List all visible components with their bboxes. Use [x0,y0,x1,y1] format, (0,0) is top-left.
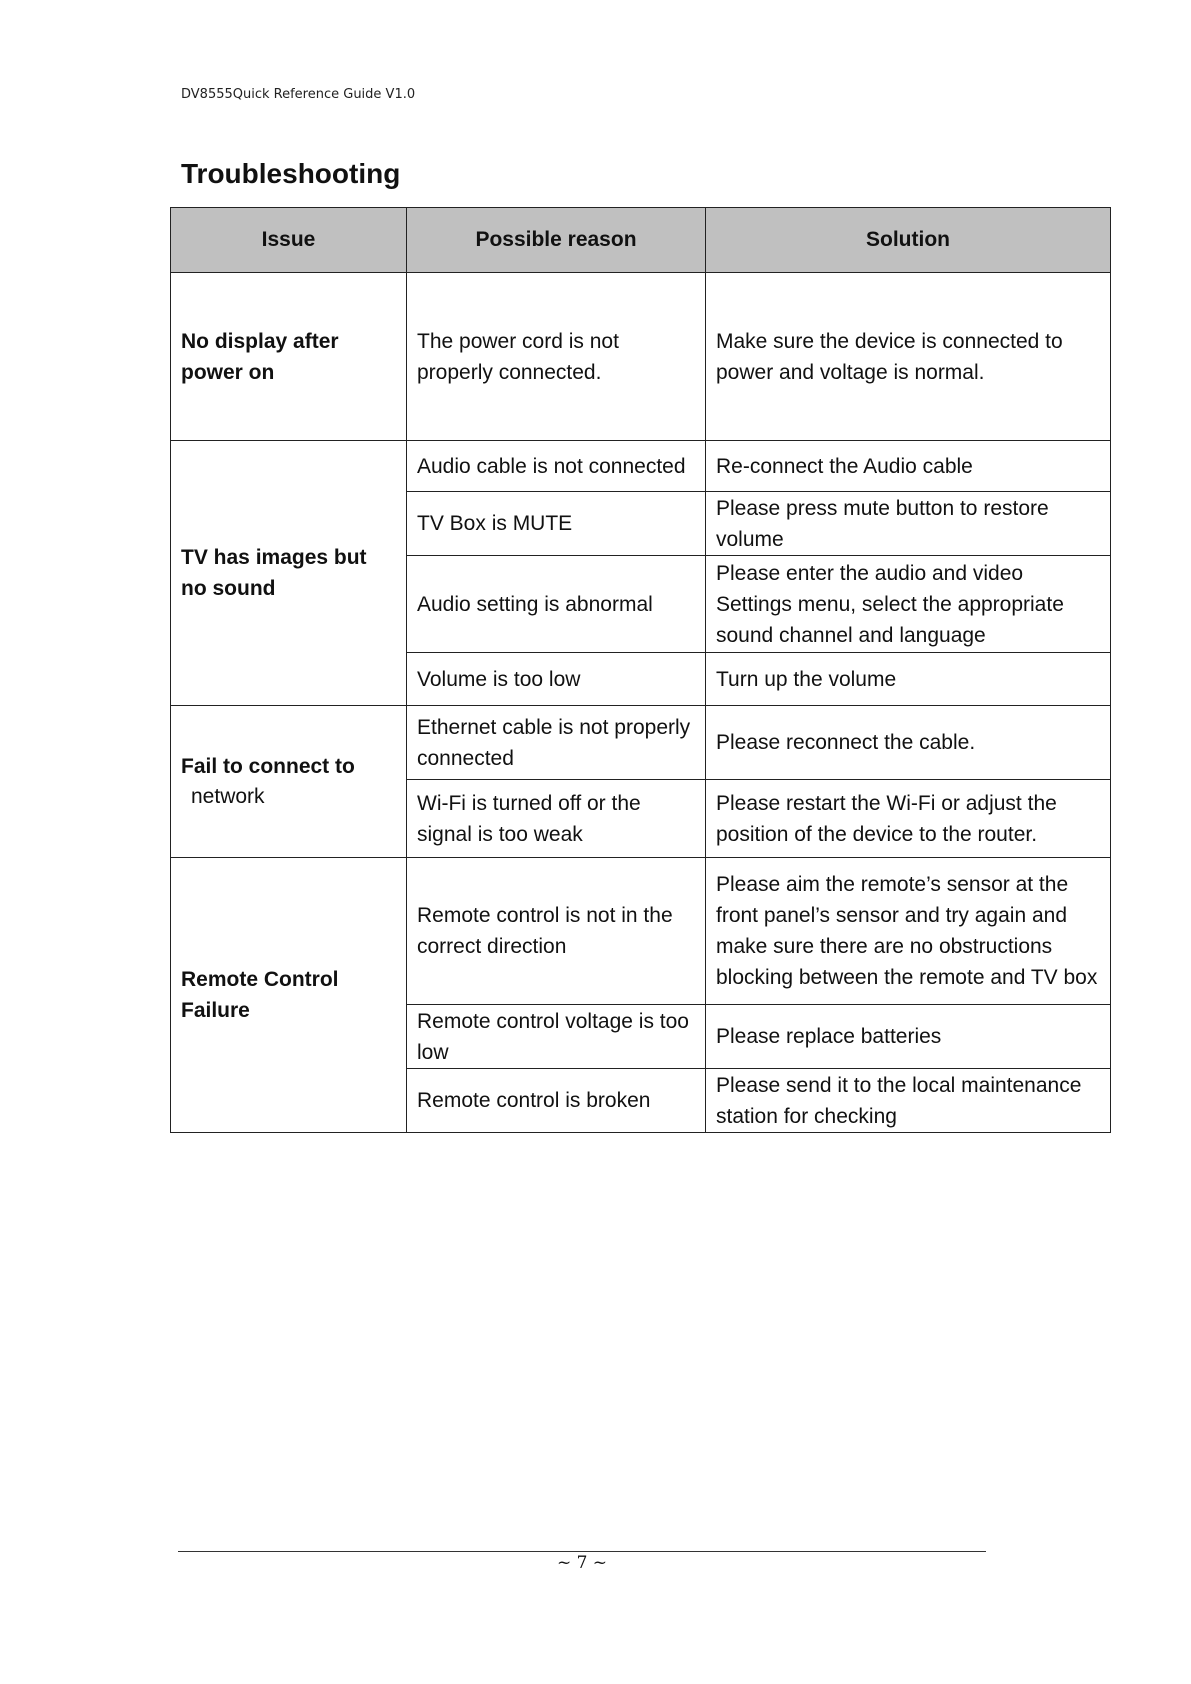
issue-cell: Remote Control Failure [171,858,407,1133]
reason-cell: Ethernet cable is not properly connected [407,706,706,780]
reason-cell: The power cord is not properly connected. [407,273,706,441]
page-number: ~ 7 ~ [556,1553,608,1573]
solution-cell: Please enter the audio and video Settings menu, select the appropriate sound channel and language [706,556,1111,653]
column-header-reason: Possible reason [407,208,706,273]
reason-cell: TV Box is MUTE [407,492,706,556]
solution-cell: Turn up the volume [706,653,1111,706]
solution-cell: Please reconnect the cable. [706,706,1111,780]
table-header-row [171,208,1111,273]
issue-sublabel: network [191,785,265,808]
column-header-issue: Issue [171,208,407,273]
solution-cell: Please press mute button to restore volume [706,492,1111,556]
solution-cell: Please restart the Wi-Fi or adjust the position of the device to the router. [706,780,1111,858]
issue-cell: TV has images but no sound [171,441,407,706]
troubleshooting-table [170,207,1111,1133]
footer-divider [178,1551,986,1552]
solution-cell: Make sure the device is connected to power and voltage is normal. [706,273,1111,441]
page-title: Troubleshooting [181,158,401,189]
table-row [171,273,1111,441]
solution-cell: Re-connect the Audio cable [706,441,1111,492]
solution-cell: Please aim the remote’s sensor at the front panel’s sensor and try again and make sure there are no obstructions blocking between the remote and TV box [706,858,1111,1005]
solution-cell: Please send it to the local maintenance station for checking [706,1069,1111,1133]
table-row [171,441,1111,492]
issue-cell: No display after power on [171,273,407,441]
reason-cell: Audio setting is abnormal [407,556,706,653]
column-header-solution: Solution [706,208,1111,273]
reason-cell: Volume is too low [407,653,706,706]
reason-cell: Remote control is broken [407,1069,706,1133]
reason-cell: Remote control voltage is too low [407,1005,706,1069]
table-row [171,858,1111,1005]
document-header: DV8555Quick Reference Guide V1.0 [181,87,416,102]
issue-cell [171,706,407,858]
solution-cell: Please replace batteries [706,1005,1111,1069]
table-row [171,706,1111,780]
reason-cell: Wi-Fi is turned off or the signal is too weak [407,780,706,858]
reason-cell: Audio cable is not connected [407,441,706,492]
issue-label: Fail to connect to [181,755,355,778]
reason-cell: Remote control is not in the correct direction [407,858,706,1005]
